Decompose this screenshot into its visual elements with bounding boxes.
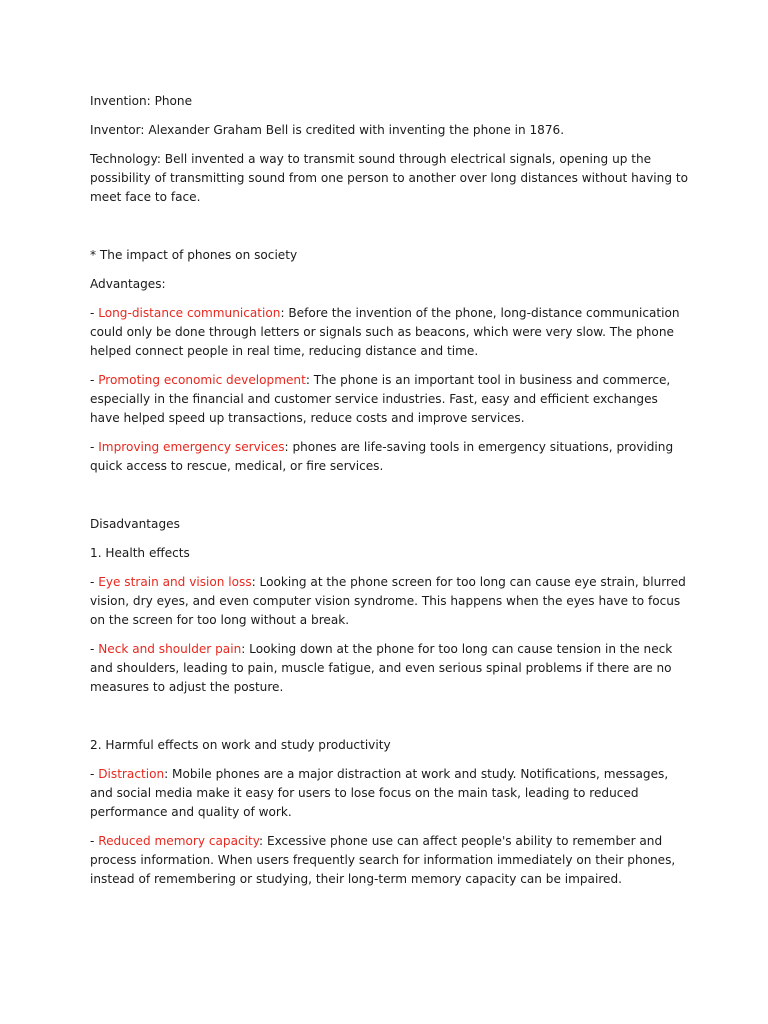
advantage-item bbox=[90, 371, 690, 428]
productivity-item bbox=[90, 832, 690, 889]
advantage-item bbox=[90, 304, 690, 361]
item-text: : Looking at the phone screen for too long can cause eye strain, blurred vision, dry eyes, and even computer vision syndrome. This happens when the eyes have to focus on the screen for too long without a break. bbox=[90, 575, 686, 627]
highlighted-term: Improving emergency services bbox=[98, 440, 285, 454]
impact-heading: * The impact of phones on society bbox=[90, 248, 298, 262]
item-text: : Before the invention of the phone, long-distance communication could only be done through letters or signals such as beacons, which were very slow. The phone helped connect people in real time, reducing distance and time. bbox=[90, 306, 680, 358]
item-text: : Looking down at the phone for too long can cause tension in the neck and shoulders, leading to pain, muscle fatigue, and even serious spinal problems if there are no measures to adjust the posture. bbox=[90, 642, 673, 694]
disadvantages-heading: Disadvantages bbox=[90, 517, 180, 531]
spacer bbox=[90, 486, 690, 505]
technology-paragraph: Technology: Bell invented a way to transmit sound through electrical signals, opening up the possibility of transmitting sound from one person to another over long distances without having to meet face to face. bbox=[90, 152, 688, 204]
item-prefix: - bbox=[90, 834, 99, 848]
productivity-heading: 2. Harmful effects on work and study productivity bbox=[90, 738, 391, 752]
advantages-heading: Advantages: bbox=[90, 277, 166, 291]
item-prefix: - bbox=[90, 575, 99, 589]
item-prefix: - bbox=[90, 440, 99, 454]
spacer bbox=[90, 217, 690, 236]
invention-line: Invention: Phone bbox=[90, 94, 193, 108]
item-text: : The phone is an important tool in business and commerce, especially in the financial and customer service industries. Fast, easy and efficient exchanges have helped speed up transactions, reduce costs and improve services. bbox=[90, 373, 671, 425]
document-body bbox=[90, 92, 690, 899]
item-prefix: - bbox=[90, 306, 99, 320]
item-text: : phones are life-saving tools in emergency situations, providing quick access to rescue, medical, or fire services. bbox=[90, 440, 674, 473]
spacer bbox=[90, 707, 690, 726]
highlighted-term: Long-distance communication bbox=[98, 306, 281, 320]
highlighted-term: Promoting economic development bbox=[98, 373, 306, 387]
item-prefix: - bbox=[90, 642, 99, 656]
advantage-item bbox=[90, 438, 690, 476]
highlighted-term: Eye strain and vision loss bbox=[98, 575, 252, 589]
item-prefix: - bbox=[90, 767, 99, 781]
highlighted-term: Distraction bbox=[98, 767, 165, 781]
item-text: : Mobile phones are a major distraction at work and study. Notifications, messages, and social media make it easy for users to lose focus on the main task, leading to reduced performance and quality of work. bbox=[90, 767, 669, 819]
health-heading: 1. Health effects bbox=[90, 546, 190, 560]
productivity-item bbox=[90, 765, 690, 822]
health-item bbox=[90, 573, 690, 630]
highlighted-term: Reduced memory capacity bbox=[98, 834, 260, 848]
health-item bbox=[90, 640, 690, 697]
inventor-line: Inventor: Alexander Graham Bell is credited with inventing the phone in 1876. bbox=[90, 123, 565, 137]
item-prefix: - bbox=[90, 373, 99, 387]
item-text: : Excessive phone use can affect people's ability to remember and process information. When users frequently search for information immediately on their phones, instead of remembering or studying, their long-term memory capacity can be impaired. bbox=[90, 834, 676, 886]
highlighted-term: Neck and shoulder pain bbox=[98, 642, 242, 656]
